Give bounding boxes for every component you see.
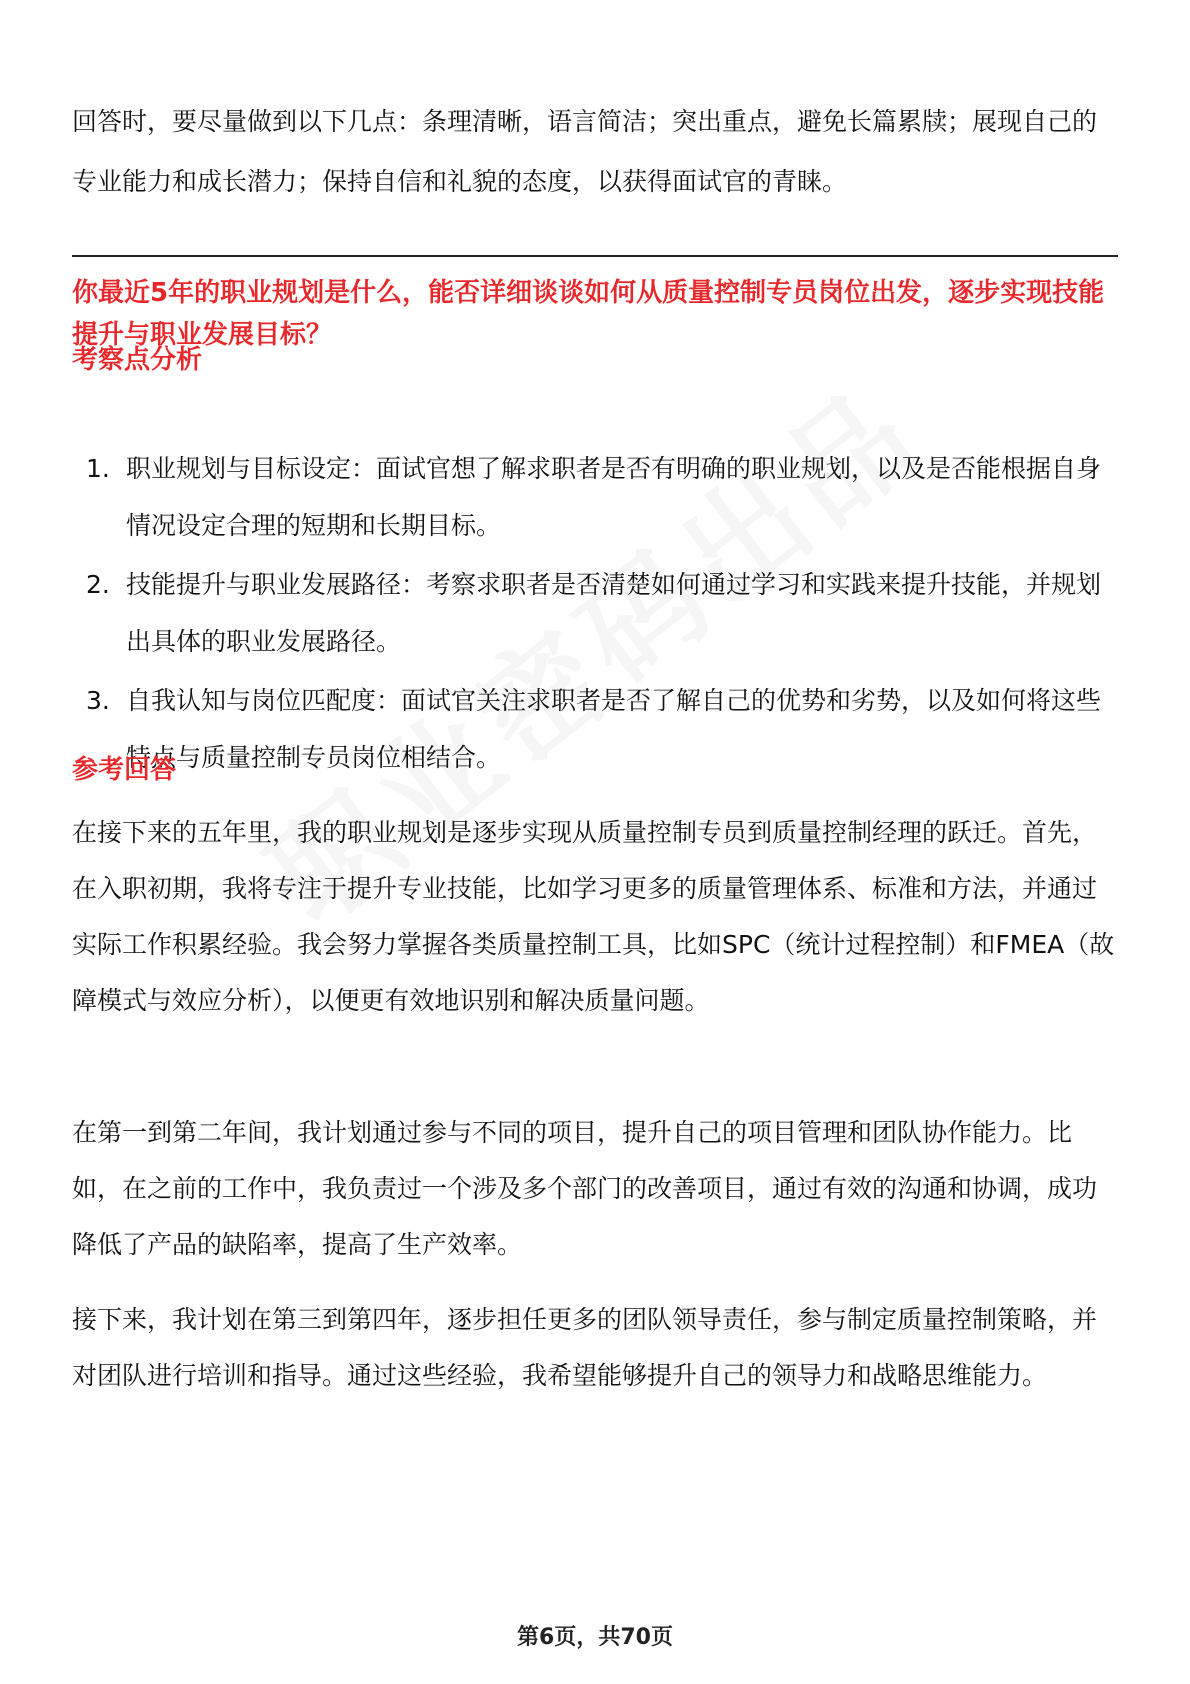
answer-paragraph: 接下来，我计划在第三到第四年，逐步担任更多的团队领导责任，参与制定质量控制策略，并对团队进行培训和指导。通过这些经验，我希望能够提升自己的领导力和战略思维能力。 [72, 1305, 1098, 1390]
analysis-points-list [72, 440, 1118, 788]
document-page [72, 0, 1118, 1684]
answer-title: 参考回答 [72, 755, 177, 785]
point-number: 1. [86, 454, 110, 483]
answer-paragraph: 在第一到第二年间，我计划通过参与不同的项目，提升自己的项目管理和团队协作能力。比如，在之前的工作中，我负责过一个涉及多个部门的改善项目，通过有效的沟通和协调，成功降低了产品的缺陷率，提高了生产效率。 [72, 1118, 1098, 1259]
analysis-title: 考察点分析 [72, 345, 203, 375]
analysis-point [72, 672, 1118, 786]
point-text: 职业规划与目标设定：面试官想了解求职者是否有明确的职业规划，以及是否能根据自身情况设定合理的短期和长期目标。 [126, 454, 1102, 540]
page-footer: 第6页，共70页 [517, 1625, 673, 1650]
answer-paragraph: 在接下来的五年里，我的职业规划是逐步实现从质量控制专员到质量控制经理的跃迁。首先，在入职初期，我将专注于提升专业技能，比如学习更多的质量管理体系、标准和方法，并通过实际工作积累经验。我会努力掌握各类质量控制工具，比如SPC（统计过程控制）和FMEA（故障模式与效应分析），以便更有效地识别和解决质量问题。 [72, 818, 1115, 1015]
point-number: 3. [86, 686, 110, 715]
section-divider [72, 255, 1118, 257]
analysis-point [72, 556, 1118, 670]
intro-paragraph: 回答时，要尽量做到以下几点：条理清晰，语言简洁；突出重点，避免长篇累牍；展现自己的专业能力和成长潜力；保持自信和礼貌的态度，以获得面试官的青睐。 [72, 107, 1098, 196]
point-number: 2. [86, 570, 110, 599]
point-text: 自我认知与岗位匹配度：面试官关注求职者是否了解自己的优势和劣势，以及如何将这些特点与质量控制专员岗位相结合。 [126, 686, 1102, 772]
point-text: 技能提升与职业发展路径：考察求职者是否清楚如何通过学习和实践来提升技能，并规划出具体的职业发展路径。 [126, 570, 1102, 656]
question-heading: 你最近5年的职业规划是什么，能否详细谈谈如何从质量控制专员岗位出发，逐步实现技能提升与职业发展目标？ [72, 278, 1105, 350]
analysis-point [72, 440, 1118, 554]
